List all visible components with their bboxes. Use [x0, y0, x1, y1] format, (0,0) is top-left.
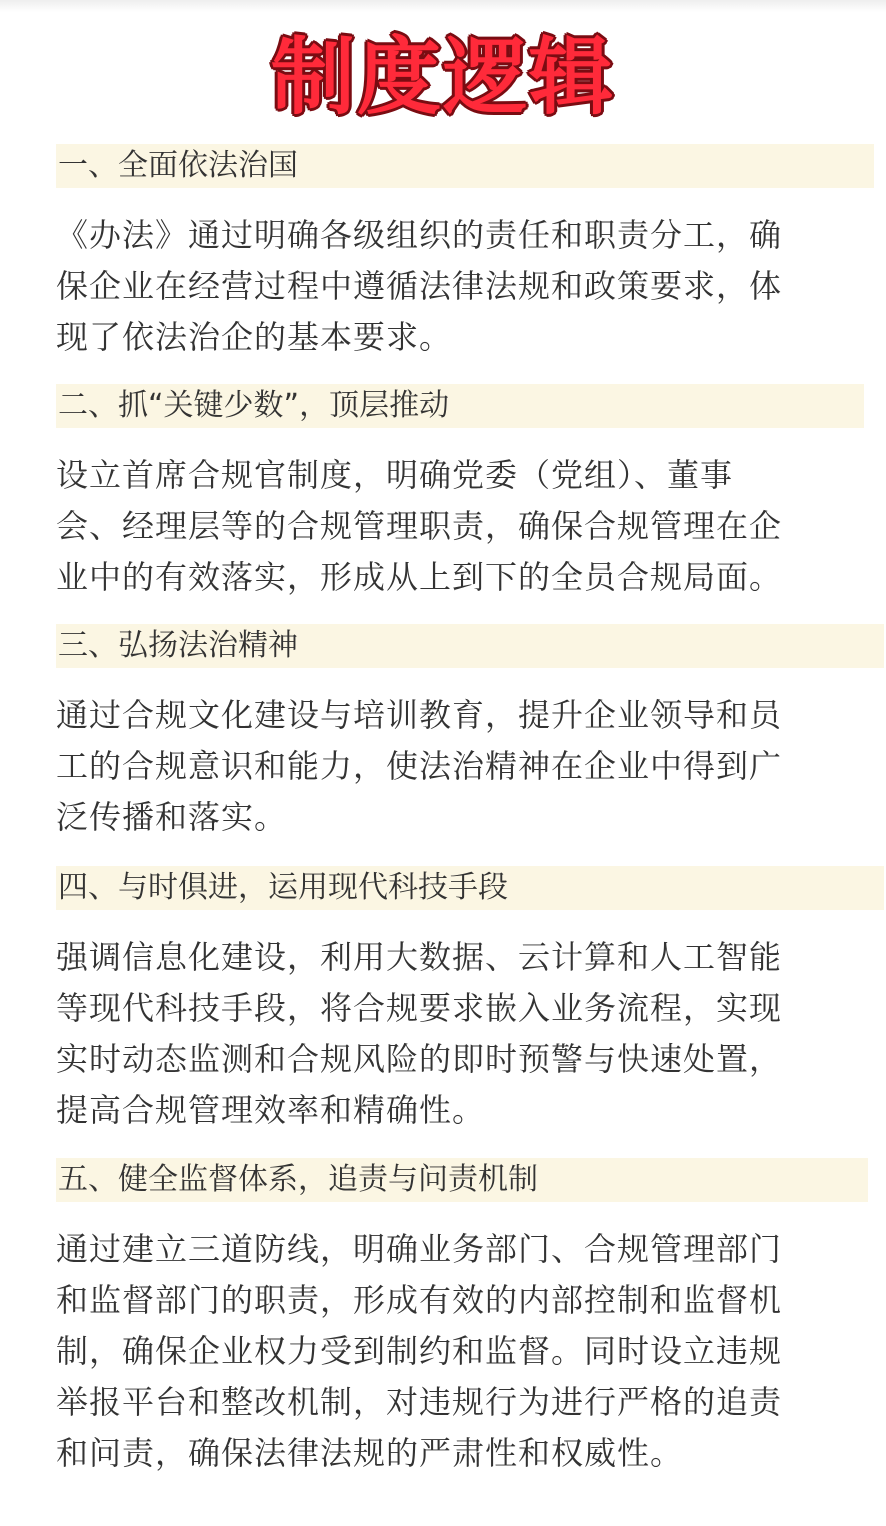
body-line: 提高合规管理效率和精确性。 — [56, 1091, 486, 1129]
section-body-2 — [56, 450, 836, 603]
page-title: 制度逻辑 — [270, 28, 615, 126]
section-body-3 — [56, 690, 836, 843]
section-heading-3: 三、弘扬法治精神 — [56, 624, 884, 668]
body-line: 强调信息化建设，利用大数据、云计算和人工智能 — [56, 938, 783, 976]
body-line: 保企业在经营过程中遵循法律法规和政策要求，体 — [56, 267, 783, 305]
section-heading-5: 五、健全监督体系，追责与问责机制 — [56, 1158, 868, 1202]
body-line: 举报平台和整改机制，对违规行为进行严格的追责 — [56, 1383, 783, 1421]
top-divider — [0, 0, 886, 12]
body-line: 泛传播和落实。 — [56, 798, 288, 836]
body-line: 和监督部门的职责，形成有效的内部控制和监督机 — [56, 1281, 783, 1319]
body-line: 通过合规文化建设与培训教育，提升企业领导和员 — [56, 696, 783, 734]
body-line: 《办法》通过明确各级组织的责任和职责分工，确 — [56, 216, 783, 254]
body-line: 和问责，确保法律法规的严肃性和权威性。 — [56, 1434, 684, 1472]
section-heading-2: 二、抓“关键少数”，顶层推动 — [56, 384, 864, 428]
body-line: 会、经理层等的合规管理职责，确保合规管理在企 — [56, 507, 783, 545]
section-body-4 — [56, 932, 836, 1136]
section-body-1 — [56, 210, 836, 363]
body-line: 现了依法治企的基本要求。 — [56, 318, 453, 356]
body-line: 制，确保企业权力受到制约和监督。同时设立违规 — [56, 1332, 783, 1370]
section-heading-4: 四、与时俱进，运用现代科技手段 — [56, 866, 884, 910]
section-body-5 — [56, 1224, 836, 1479]
body-line: 实时动态监测和合规风险的即时预警与快速处置， — [56, 1040, 783, 1078]
body-line: 设立首席合规官制度，明确党委（党组）、董事 — [56, 456, 734, 494]
body-line: 通过建立三道防线，明确业务部门、合规管理部门 — [56, 1230, 783, 1268]
body-line: 等现代科技手段，将合规要求嵌入业务流程，实现 — [56, 989, 783, 1027]
section-heading-1: 一、全面依法治国 — [56, 144, 874, 188]
body-line: 业中的有效落实，形成从上到下的全员合规局面。 — [56, 558, 783, 596]
body-line: 工的合规意识和能力，使法治精神在企业中得到广 — [56, 747, 783, 785]
